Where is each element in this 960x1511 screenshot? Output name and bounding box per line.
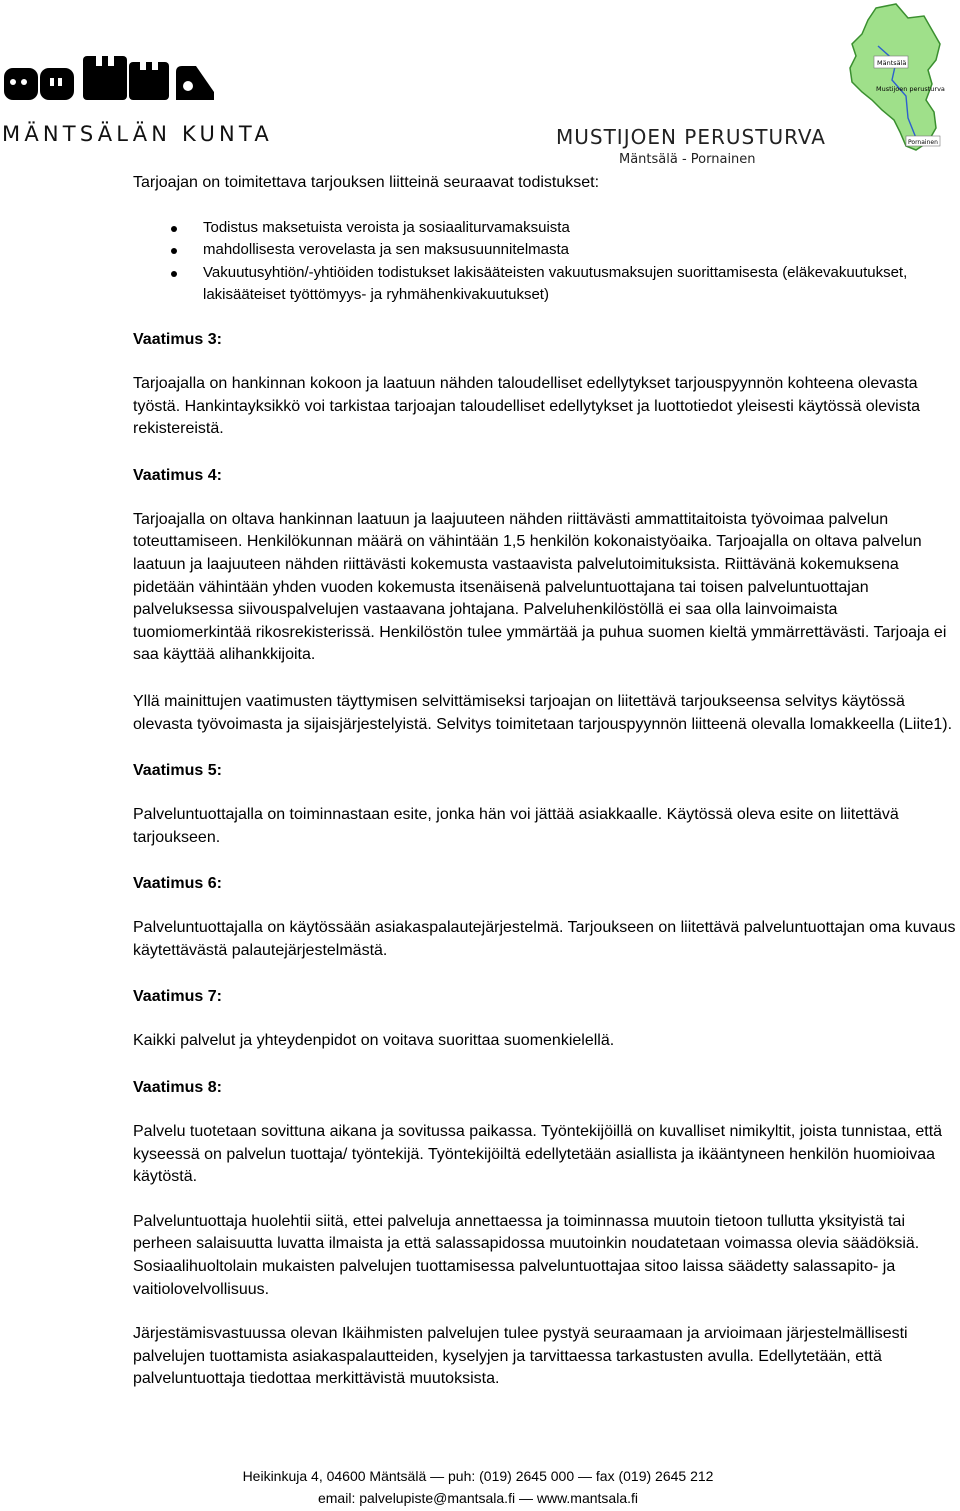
list-item-text: mahdollisesta verovelasta ja sen maksusuunnitelmasta bbox=[203, 241, 570, 259]
requirement-paragraph: Palveluntuottajalla on toiminnastaan esite, jonka hän voi jättää asiakkaalle. Käytössä oleva esite on liitettävä tarjoukseen. bbox=[133, 806, 899, 846]
list-item-text: Todistus maksetuista veroista ja sosiaaliturvamaksuista bbox=[203, 218, 570, 236]
footer-contact: email: palvelupiste@mantsala.fi — www.mantsala.fi bbox=[317, 1490, 638, 1506]
map-label-org: Mustijoen perusturva bbox=[876, 85, 945, 93]
list-item bbox=[133, 217, 959, 240]
requirement-paragraph: Palveluntuottajalla on käytössään asiakaspalautejärjestelmä. Tarjoukseen on liitettävä palveluntuottajan oma kuvaus käytettävästä palautejärjestelmästä. bbox=[133, 919, 956, 959]
requirement-heading: Vaatimus 6: bbox=[133, 875, 222, 893]
requirement-paragraph: Palvelu tuotetaan sovittuna aikana ja sovitussa paikassa. Työntekijöillä on kuvalliset nimikyltit, joista tunnistaa, että kyseessä on palvelun tuottaja/ työntekijä. Työntekijöiltä edellytetään asiallista ja ikääntyneen henkilön huomioivaa käytöstä. bbox=[133, 1123, 943, 1186]
requirement-paragraph: Kaikki palvelut ja yhteydenpidot on voitava suorittaa suomenkielellä. bbox=[133, 1032, 615, 1050]
requirement-heading: Vaatimus 8: bbox=[133, 1079, 222, 1097]
municipality-name: MÄNTSÄLÄN KUNTA bbox=[2, 122, 273, 146]
requirement-paragraph: Tarjoajalla on hankinnan kokoon ja laatuun nähden taloudelliset edellytykset tarjouspyynnön kohteena olevasta työstä. Hankintayksikkö voi tarkistaa tarjoajan taloudelliset edellytykset ja luottotiedot yleisesti käytössä olevista rekistereistä. bbox=[133, 374, 921, 438]
list-item bbox=[133, 239, 959, 262]
region-map bbox=[836, 0, 960, 160]
document-body bbox=[133, 172, 959, 1391]
requirement-paragraph: Yllä mainittujen vaatimusten täyttymisen selvittämiseksi tarjoajan on liitettävä tarjoukseensa selvitys käytössä olevasta työvoimasta ja sijaisjärjestelyistä. Selvitys toimitetaan tarjouspyynnön liitteenä olevalla lomakkeella (Liite1). bbox=[133, 692, 953, 733]
organization-name: MUSTIJOEN PERUSTURVA bbox=[556, 125, 826, 149]
requirement-heading: Vaatimus 7: bbox=[133, 988, 222, 1006]
certificate-list bbox=[133, 217, 959, 307]
list-item bbox=[133, 262, 959, 307]
bullet-icon bbox=[171, 248, 177, 254]
requirement-paragraph: Järjestämisvastuussa olevan Ikäihmisten palvelujen tulee pystyä seuraamaan ja arvioimaan järjestelmällisesti palvelujen tuottamista asiakaspalautteiden, kyselyjen ja tarvittaessa tarkastusten avulla. Edellytetään, että palveluntuottaja tiedottaa merkittävistä muutoksista. bbox=[133, 1325, 908, 1388]
intro-text: Tarjoajan on toimitettava tarjouksen liitteinä seuraavat todistukset: bbox=[133, 174, 600, 191]
requirement-heading: Vaatimus 4: bbox=[133, 466, 222, 484]
organization-subtitle: Mäntsälä - Pornainen bbox=[619, 152, 756, 167]
requirement-heading: Vaatimus 5: bbox=[133, 762, 222, 780]
footer-address: Heikinkuja 4, 04600 Mäntsälä — puh: (019) 2645 000 — fax (019) 2645 212 bbox=[242, 1468, 714, 1484]
requirement-paragraph: Tarjoajalla on oltava hankinnan laatuun ja laajuuteen nähden riittävästi ammattitaitoista työvoimaa palvelun toteuttamiseen. Henkilökunnan määrä on vähintään 1,5 henkilön kokonaistyöaika. Tarjoajalla on oltava palvelun laatuun ja laajuuteen nähden riittävästi kokemusta vastaavista palvelutoimituksista. Riittävänä kokemuksena pidetään vähintään yhden vuoden kokemusta itsenäisenä palveluntuottajana tai toisen palveluntuottajan palveluksessa siivouspalvelujen vastaavana johtajana. Palveluhenkilöstöllä ei saa olla lainvoimaista tuomiomerkintää rikosrekisterissä. Henkilöstön tulee ymmärtää ja puhua suomen kieltä ymmärrettävästi. Tarjoaja ei saa käyttää alihankkijoita. bbox=[133, 510, 947, 664]
requirement-paragraph: Palveluntuottaja huolehtii siitä, ettei palveluja annettaessa ja toiminnassa muutoin tietoon tullutta yksityistä tai perheen salaisuutta luvatta ilmaista ja että salassapidossa muutoinkin noudatetaan voimassa olevia säädöksiä. Sosiaalihuoltolain mukaisten palvelujen tuottamisessa palveluntuottajaa sitoo laissa säädetty salassapito- ja vaitiolovelvollisuus. bbox=[133, 1212, 920, 1298]
requirement-heading: Vaatimus 3: bbox=[133, 330, 222, 348]
list-item-text: Vakuutusyhtiön/-yhtiöiden todistukset lakisääteisten vakuutusmaksujen suorittamisesta (eläkevakuutukset, lakisääteiset työttömyys- ja ryhmähenkivakuutukset) bbox=[203, 263, 908, 304]
organization-logo-text bbox=[556, 125, 826, 167]
map-label-mantsala: Mäntsälä bbox=[877, 59, 907, 67]
bullet-icon bbox=[171, 271, 177, 277]
map-label-pornainen: Pornainen bbox=[908, 139, 938, 146]
bullet-icon bbox=[171, 226, 177, 232]
